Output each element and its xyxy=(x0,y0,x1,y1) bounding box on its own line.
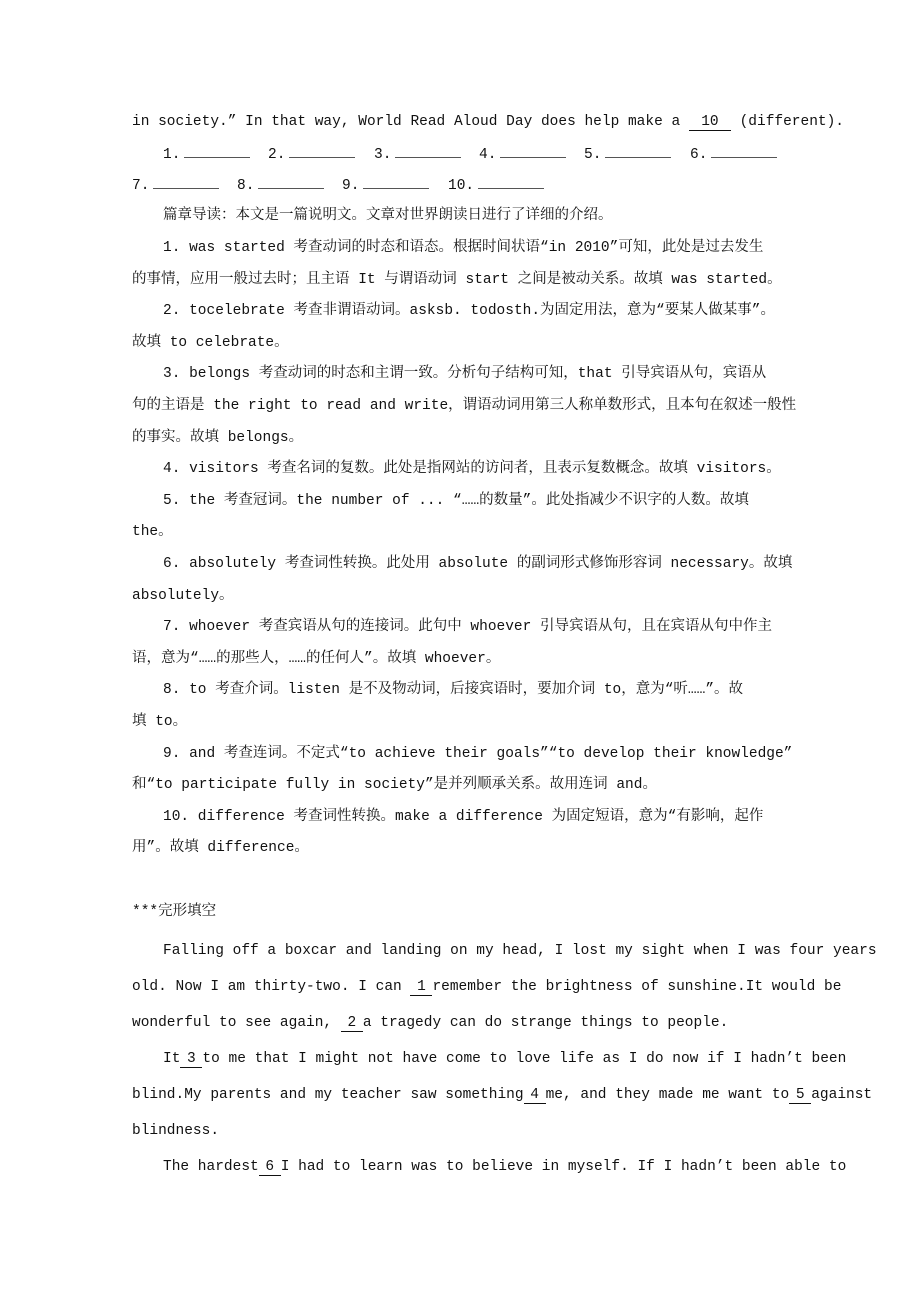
blank-line xyxy=(363,176,429,189)
blank-number: 10. xyxy=(448,178,475,194)
cloze-line xyxy=(132,1086,872,1104)
cloze-blank-2: 2 xyxy=(341,1016,363,1032)
explanation-item: 7. whoever 考查宾语从句的连接词。此句中 whoever 引导宾语从句，且在宾语从句中作主 xyxy=(163,619,773,636)
text: against xyxy=(811,1087,873,1103)
text: remember the brightness of sunshine.It would be xyxy=(432,979,842,995)
blank-line xyxy=(289,145,355,158)
passage-end-line xyxy=(132,113,844,131)
answer-blank-5 xyxy=(584,145,671,163)
explanation-continuation: 的事实。故填 belongs。 xyxy=(132,429,304,446)
text: in society.” In that way, World Read Aloud Day does help make a xyxy=(132,114,689,130)
answer-blank-8 xyxy=(237,176,324,194)
cloze-line: Falling off a boxcar and landing on my head, I lost my sight when I was four years xyxy=(163,943,877,959)
blank-line xyxy=(478,176,544,189)
explanation-item: 10. difference 考查词性转换。make a difference 为固定短语，意为“有影响，起作 xyxy=(163,808,764,825)
cloze-blank-6: 6 xyxy=(259,1160,281,1176)
cloze-blank-5: 5 xyxy=(789,1088,811,1104)
cloze-line xyxy=(163,1050,846,1068)
answer-blank-7 xyxy=(132,176,219,194)
explanation-continuation: 填 to。 xyxy=(132,714,188,730)
explanation-continuation: 句的主语是 the right to read and write，谓语动词用第三人称单数形式，且本句在叙述一般性 xyxy=(132,398,797,414)
cloze-blank-3: 3 xyxy=(180,1052,202,1068)
blank-number: 6. xyxy=(690,147,708,163)
text: (different). xyxy=(730,114,845,130)
blank-number: 8. xyxy=(237,178,255,194)
blank-line xyxy=(605,145,671,158)
blank-number: 5. xyxy=(584,147,602,163)
explanation-continuation: 故填 to celebrate。 xyxy=(132,334,289,351)
blank-line xyxy=(258,176,324,189)
text: I had to learn was to believe in myself. If I hadn’t been able to xyxy=(280,1159,847,1175)
explanation-continuation: 用”。故填 difference。 xyxy=(132,840,309,857)
explanation-item: 2. tocelebrate 考查非谓语动词。asksb. todosth.为固定用法，意为“要某人做某事”。 xyxy=(163,303,775,320)
answer-blank-4 xyxy=(479,145,566,163)
text: to me that I might not have come to love life as I do now if I hadn’t been xyxy=(202,1051,847,1067)
text: me, and they made me want to xyxy=(545,1087,790,1103)
blank-10: 10 xyxy=(689,115,731,131)
answer-blank-9 xyxy=(342,176,429,194)
blank-number: 4. xyxy=(479,147,497,163)
blank-line xyxy=(500,145,566,158)
answer-blank-2 xyxy=(268,145,355,163)
text: The hardest xyxy=(163,1159,259,1175)
cloze-blank-1: 1 xyxy=(410,980,432,996)
chapter-intro: 篇章导读：本文是一篇说明文。文章对世界朗读日进行了详细的介绍。 xyxy=(163,208,613,224)
blank-line xyxy=(153,176,219,189)
explanation-item: 9. and 考查连词。不定式“to achieve their goals”“to develop their knowledge” xyxy=(163,745,793,762)
blank-line xyxy=(184,145,250,158)
blank-line xyxy=(711,145,777,158)
blank-number: 2. xyxy=(268,147,286,163)
cloze-line xyxy=(132,978,841,996)
explanation-item: 6. absolutely 考查词性转换。此处用 absolute 的副词形式修饰形容词 necessary。故填 xyxy=(163,556,793,572)
blank-number: 7. xyxy=(132,178,150,194)
blank-line xyxy=(395,145,461,158)
explanation-item: 3. belongs 考查动词的时态和主谓一致。分析句子结构可知，that 引导宾语从句，宾语从 xyxy=(163,366,767,383)
text: blind.My parents and my teacher saw something xyxy=(132,1087,524,1103)
explanation-item: 5. the 考查冠词。the number of ... “……的数量”。此处指减少不识字的人数。故填 xyxy=(163,492,749,509)
answer-blank-6 xyxy=(690,145,777,163)
text: a tragedy can do strange things to people. xyxy=(362,1015,729,1031)
answer-blank-10 xyxy=(448,176,544,194)
explanation-item: 4. visitors 考查名词的复数。此处是指网站的访问者，且表示复数概念。故填 visitors。 xyxy=(163,461,781,478)
cloze-line: blindness. xyxy=(132,1123,220,1139)
explanation-continuation: 和“to participate fully in society”是并列顺承关系。故用连词 and。 xyxy=(132,777,657,794)
section-title: ***完形填空 xyxy=(132,904,217,920)
text: It xyxy=(163,1051,181,1067)
text: old. Now I am thirty-two. I can xyxy=(132,979,411,995)
blank-number: 3. xyxy=(374,147,392,163)
cloze-blank-4: 4 xyxy=(524,1088,546,1104)
answer-blank-1 xyxy=(163,145,250,163)
blank-number: 9. xyxy=(342,178,360,194)
explanation-continuation: the。 xyxy=(132,524,173,541)
cloze-line xyxy=(132,1014,728,1032)
explanation-continuation: 的事情，应用一般过去时；且主语 It 与谓语动词 start 之间是被动关系。故填 was started。 xyxy=(132,271,782,288)
answer-blank-3 xyxy=(374,145,461,163)
explanation-continuation: 语，意为“……的那些人，……的任何人”。故填 whoever。 xyxy=(132,650,501,667)
explanation-item: 8. to 考查介词。listen 是不及物动词，后接宾语时，要加介词 to，意为“听……”。故 xyxy=(163,682,744,699)
explanation-continuation: absolutely。 xyxy=(132,587,234,604)
blank-number: 1. xyxy=(163,147,181,163)
cloze-line xyxy=(163,1158,846,1176)
explanation-item: 1. was started 考查动词的时态和语态。根据时间状语“in 2010”可知，此处是过去发生 xyxy=(163,240,764,256)
text: wonderful to see again, xyxy=(132,1015,341,1031)
